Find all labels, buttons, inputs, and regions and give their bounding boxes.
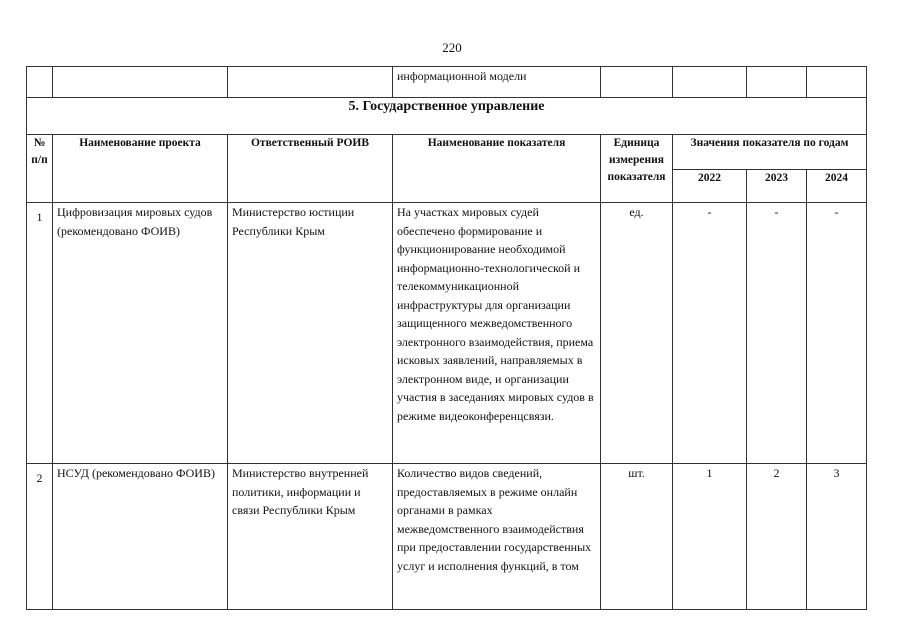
row-value-2022: - <box>673 203 747 464</box>
row-value-2024: 3 <box>807 464 867 610</box>
cont-cell-2022 <box>673 67 747 98</box>
section-title: 5. Государственное управление <box>27 98 867 135</box>
header-num: № п/п <box>27 135 53 203</box>
row-value-2022: 1 <box>673 464 747 610</box>
cont-cell-project <box>53 67 228 98</box>
row-value-2024: - <box>807 203 867 464</box>
continuation-row <box>27 67 867 98</box>
header-roiv: Ответственный РОИВ <box>228 135 393 203</box>
row-project: НСУД (рекомендовано ФОИВ) <box>53 464 228 610</box>
header-project: Наименование проекта <box>53 135 228 203</box>
table-row <box>27 464 867 610</box>
row-indicator: Количество видов сведений, предоставляемых в режиме онлайн органами в рамках межведомственного взаимодействия при предоставлении государственных услуг и исполнения функций, в том <box>393 464 601 610</box>
indicators-table <box>26 66 867 610</box>
cont-cell-unit <box>601 67 673 98</box>
row-unit: шт. <box>601 464 673 610</box>
header-indicator: Наименование показателя <box>393 135 601 203</box>
page-number: 220 <box>442 40 462 55</box>
header-unit: Единица измерения показателя <box>601 135 673 203</box>
header-year-2022: 2022 <box>673 170 747 203</box>
row-roiv: Министерство юстиции Республики Крым <box>228 203 393 464</box>
cont-cell-num <box>27 67 53 98</box>
row-num: 1 <box>27 203 53 464</box>
header-values: Значения показателя по годам <box>673 135 867 170</box>
row-indicator: На участках мировых судей обеспечено формирование и функционирование необходимой информационно-технологической и телекоммуникационной инфраструктуры для организации защищенного межведомственного электронного взаимодействия, приема исковых заявлений, направляемых в электронном виде, и организации участия в заседаниях мировых судов в режиме видеоконференцсвязи. <box>393 203 601 464</box>
cont-cell-2023 <box>747 67 807 98</box>
row-value-2023: 2 <box>747 464 807 610</box>
row-value-2023: - <box>747 203 807 464</box>
row-unit: ед. <box>601 203 673 464</box>
table-row <box>27 203 867 464</box>
cont-cell-roiv <box>228 67 393 98</box>
header-year-2024: 2024 <box>807 170 867 203</box>
cont-cell-2024 <box>807 67 867 98</box>
section-row <box>27 98 867 135</box>
header-row-1 <box>27 135 867 170</box>
row-roiv: Министерство внутренней политики, информации и связи Республики Крым <box>228 464 393 610</box>
row-num: 2 <box>27 464 53 610</box>
header-year-2023: 2023 <box>747 170 807 203</box>
row-project: Цифровизация мировых судов (рекомендовано ФОИВ) <box>53 203 228 464</box>
cont-cell-indicator: информационной модели <box>393 67 601 98</box>
